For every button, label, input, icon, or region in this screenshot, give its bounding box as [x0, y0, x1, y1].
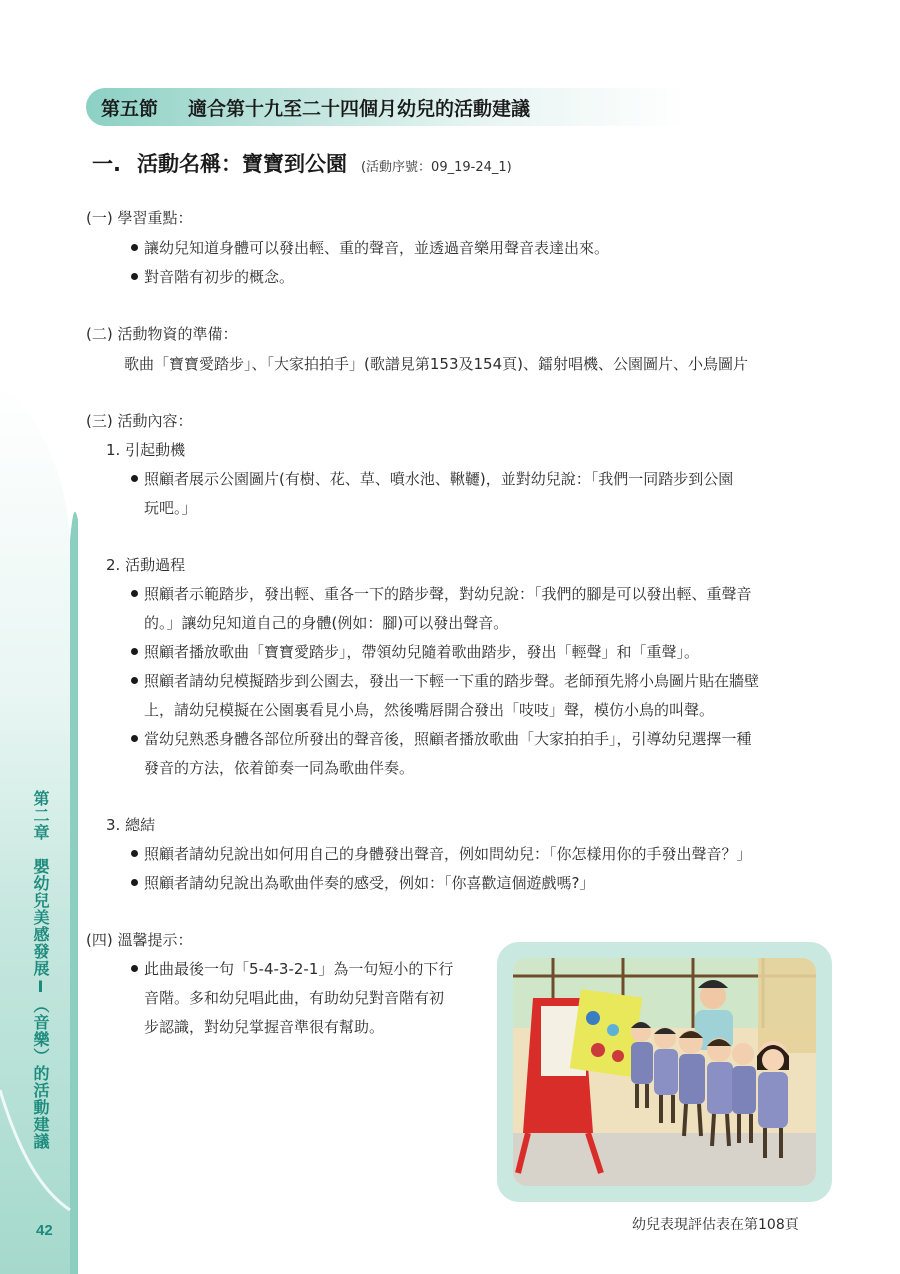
tips-line: 此曲最後一句「5-4-3-2-1」為一句短小的下行 — [144, 960, 454, 978]
step2-item: 當幼兒熟悉身體各部位所發出的聲音後，照顧者播放歌曲「大家拍拍手」，引導幼兒選擇一種 — [144, 730, 752, 748]
bullet-icon — [131, 273, 138, 280]
activity-code: (活動序號：09_19-24_1) — [360, 160, 512, 175]
bullet-icon — [131, 590, 138, 597]
materials-heading: (二) 活動物資的準備： — [86, 325, 238, 343]
step3-item: 照顧者請幼兒說出為歌曲伴奏的感受，例如：「你喜歡這個遊戲嗎?」 — [144, 874, 595, 892]
chapter-side-label: 第二章 嬰幼兒美感發展I（音樂）的活動建議 — [31, 790, 50, 1150]
bullet-icon — [131, 475, 138, 482]
learning-item: 讓幼兒知道身體可以發出輕、重的聲音，並透過音樂用聲音表達出來。 — [144, 239, 610, 257]
classroom-illustration — [513, 958, 816, 1186]
section-number: 第五節 — [101, 97, 159, 120]
photo-caption: 幼兒表現評估表在第108頁 — [632, 1217, 799, 1233]
learning-heading: (一) 學習重點： — [86, 209, 193, 227]
tips-heading: (四) 溫馨提示： — [86, 931, 193, 949]
photo-frame — [497, 942, 832, 1202]
bullet-icon — [131, 735, 138, 742]
step1-item-cont: 玩吧。」 — [144, 499, 197, 517]
activity-name: 活動名稱：寶寶到公園 — [136, 152, 347, 176]
bullet-icon — [131, 244, 138, 251]
tips-line: 步認識，對幼兒掌握音準很有幫助。 — [144, 1018, 385, 1036]
step2-item-cont: 的。」讓幼兒知道自己的身體(例如：腳)可以發出聲音。 — [144, 614, 509, 632]
materials-text: 歌曲「寶寶愛踏步」、「大家拍拍手」(歌譜見第153及154頁)、鐳射唱機、公園圖片、小鳥圖片 — [124, 355, 748, 373]
step2-item-cont: 發音的方法，依着節奏一同為歌曲伴奏。 — [144, 759, 415, 777]
step2-item: 照顧者請幼兒模擬踏步到公園去，發出一下輕一下重的踏步聲。老師預先將小鳥圖片貼在牆壁 — [144, 672, 760, 690]
bullet-icon — [131, 677, 138, 684]
step-title: 3. 總結 — [106, 816, 156, 834]
page-number: 42 — [36, 1222, 53, 1239]
step2-item: 照顧者示範踏步，發出輕、重各一下的踏步聲，對幼兒說：「我們的腳是可以發出輕、重聲音 — [144, 585, 752, 603]
section-title: 適合第十九至二十四個月幼兒的活動建議 — [188, 97, 531, 120]
activity-index: 一. — [92, 152, 121, 176]
bullet-icon — [131, 648, 138, 655]
content-heading: (三) 活動內容： — [86, 412, 193, 430]
step1-item: 照顧者展示公園圖片(有樹、花、草、噴水池、鞦韆)，並對幼兒說：「我們一同踏步到公園 — [144, 470, 734, 488]
tips-line: 音階。多和幼兒唱此曲，有助幼兒對音階有初 — [144, 989, 445, 1007]
section-banner — [86, 88, 686, 126]
bullet-icon — [131, 879, 138, 886]
step2-item-cont: 上，請幼兒模擬在公園裏看見小鳥，然後嘴唇開合發出「吱吱」聲，模仿小鳥的叫聲。 — [144, 701, 715, 719]
activity-heading — [92, 148, 512, 178]
step3-item: 照顧者請幼兒說出如何用自己的身體發出聲音，例如問幼兒：「你怎樣用你的手發出聲音？」 — [144, 845, 752, 863]
step2-item: 照顧者播放歌曲「寶寶愛踏步」，帶領幼兒隨着歌曲踏步，發出「輕聲」和「重聲」。 — [144, 643, 700, 661]
step-title: 1. 引起動機 — [106, 441, 186, 459]
classroom-photo — [513, 958, 816, 1186]
bullet-icon — [131, 965, 138, 972]
learning-item: 對音階有初步的概念。 — [144, 268, 295, 286]
bullet-icon — [131, 850, 138, 857]
step-title: 2. 活動過程 — [106, 556, 186, 574]
